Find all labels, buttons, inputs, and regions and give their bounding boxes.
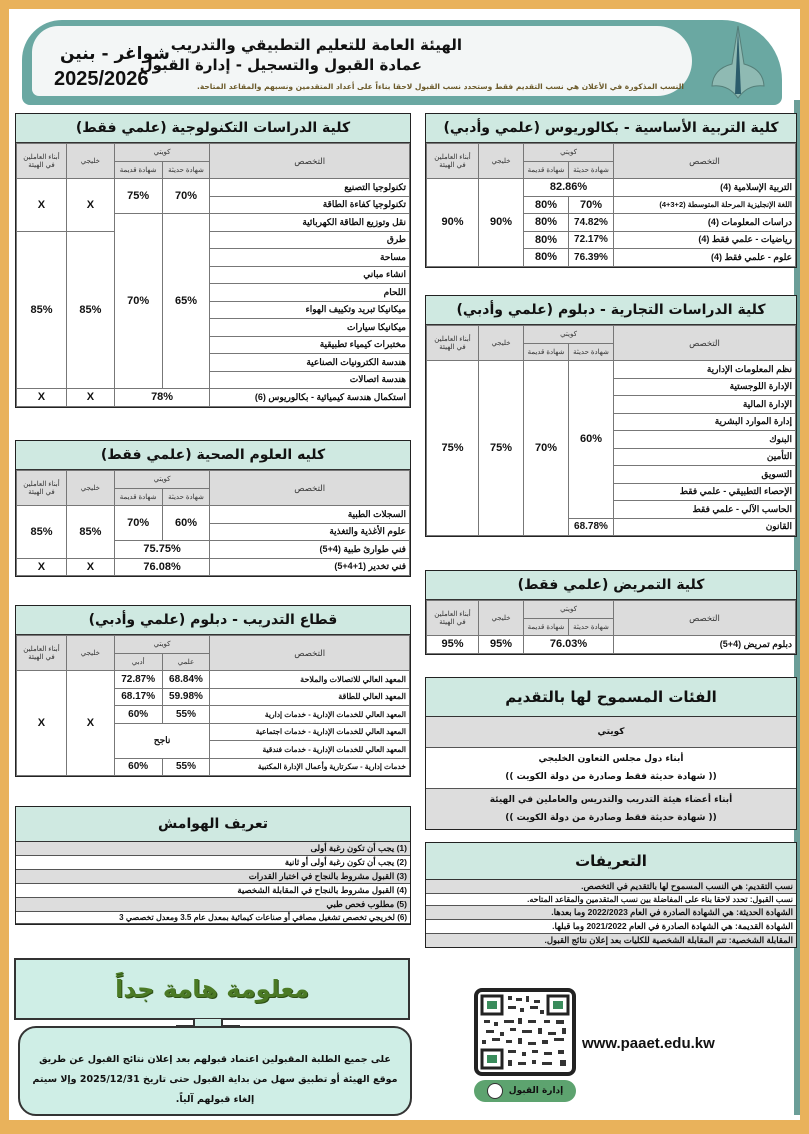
staff-value: X <box>17 671 67 776</box>
col-kuwaiti: كويتي <box>524 601 614 619</box>
definition-item: الشهادة القديمة: هي الشهادة الصادرة في العام 2021/2022 وما قبلها. <box>426 920 796 934</box>
important-body: على جميع الطلبة المقبولين اعتماد قبولهم بعد إعلان نتائج القبول عن طريق موقع الهيئة أو تطبيق سهل من بداية القبول حتى تاريخ 2025/12/31 وإلا سيتم إلغاء قبولهم آلياً. <box>32 1054 398 1105</box>
important-title: معلومة هامة جداً <box>115 975 309 1003</box>
header-title-dept: عمادة القبول والتسجيل - إدارة القبول <box>139 56 422 74</box>
specialty-name: اللغة الإنجليزية المرحلة المتوسطة (2+3+4) <box>614 196 796 214</box>
specialty-name: الإحصاء التطبيقي - علمي فقط <box>614 483 796 501</box>
new-cert-value: 76.39% <box>569 249 614 267</box>
specialty-name: فني طوارئ طبية (4+5) <box>210 541 410 559</box>
col-kuwaiti: كويتي <box>524 144 614 162</box>
specialty-name: المعهد العالي للخدمات الإدارية - خدمات اجتماعية <box>210 723 410 741</box>
merged-value: 76.08% <box>114 558 210 576</box>
col-specialty: التخصص <box>210 144 410 179</box>
definition-item: نسب القبول: تحدد لاحقا بناء على المفاضلة بين نسب المتقدمين والمقاعد المتاحه. <box>426 894 796 906</box>
header-note: النسب المذكورة في الأعلان هي نسب التقديم فقط وستحدد نسب القبول لاحقا بناءاً على أعداد المتقدمين ونسبهم والمقاعد المتاحة. <box>197 82 684 91</box>
category-line: أبناء دول مجلس التعاون الخليجي <box>538 754 684 764</box>
important-message <box>18 1026 412 1116</box>
admission-label: إدارة القبول <box>508 1086 564 1096</box>
panel-title: كلية الدراسات التكنولوجية (علمي فقط) <box>16 114 410 143</box>
footnote-item: (4) القبول مشروط بالنجاح في المقابلة الشخصية <box>16 884 410 898</box>
header-vacancies: شواغر - بنين <box>60 44 170 64</box>
col-new-cert: شهادة حديثة <box>569 343 614 361</box>
specialty-name: علوم الأغذية والتغذية <box>210 523 410 541</box>
staff-value: 95% <box>427 636 479 654</box>
panel-title: الفئات المسموح لها بالتقديم <box>426 678 796 717</box>
category-note: (( شهادة حديثة فقط وصادرة من دولة الكويت )) <box>505 813 717 823</box>
col-new-cert: شهادة حديثة <box>162 488 210 506</box>
gulf-value: 95% <box>479 636 524 654</box>
col-kuwaiti: كويتي <box>114 636 210 654</box>
new-cert-value: 60% <box>162 506 210 541</box>
header-inner <box>32 26 692 96</box>
col-old-cert: شهادة قديمة <box>524 161 569 179</box>
new-cert-value: 72.17% <box>569 231 614 249</box>
col-gulf: خليجي <box>479 144 524 179</box>
col-old-cert: شهادة قديمة <box>524 618 569 636</box>
footnote-item: (2) يجب أن تكون رغبة أولى أو ثانية <box>16 856 410 870</box>
gulf-value: 85% <box>66 506 114 559</box>
col-gulf: خليجي <box>66 144 114 179</box>
new-cert-value: 65% <box>162 214 210 389</box>
specialty-name: دراسات المعلومات (4) <box>614 214 796 232</box>
old-cert-value: 70% <box>524 361 569 536</box>
arts-value: 68.17% <box>114 688 162 706</box>
footnote-item: (3) القبول مشروط بالنجاح في اختبار القدرات <box>16 870 410 884</box>
specialty-name: انشاء مباني <box>210 266 410 284</box>
commercial-table <box>426 325 796 536</box>
col-gulf: خليجي <box>479 601 524 636</box>
specialty-name: التربية الإسلامية (4) <box>614 179 796 197</box>
specialty-name: طرق <box>210 231 410 249</box>
specialty-name: ميكانيكا تبريد وتكييف الهواء <box>210 301 410 319</box>
science-value: 59.98% <box>162 688 210 706</box>
specialty-name: استكمال هندسة كيميائية - بكالوريوس (6) <box>210 389 410 407</box>
merged-value: 76.03% <box>524 636 614 654</box>
science-value: 68.84% <box>162 671 210 689</box>
new-cert-value: 70% <box>569 196 614 214</box>
table-row <box>427 361 796 379</box>
basic-education-table <box>426 143 796 267</box>
gulf-value: X <box>66 389 114 407</box>
specialty-name: الحاسب الآلي - علمي فقط <box>614 501 796 519</box>
nursing-table <box>426 600 796 654</box>
specialty-name: هندسة اتصالات <box>210 371 410 389</box>
category-note: (( شهادة حديثة فقط وصادرة من دولة الكويت )) <box>505 772 717 782</box>
col-specialty: التخصص <box>614 326 796 361</box>
definition-item: المقابلة الشخصية: تتم المقابلة الشخصية للكليات بعد إعلان نتائج القبول. <box>426 934 796 947</box>
commercial-panel <box>425 295 797 537</box>
arts-value: 72.87% <box>114 671 162 689</box>
arts-value: 60% <box>114 706 162 724</box>
nursing-panel <box>425 570 797 655</box>
col-gulf: خليجي <box>66 471 114 506</box>
technology-panel <box>15 113 411 408</box>
col-gulf: خليجي <box>479 326 524 361</box>
new-cert-value: 74.82% <box>569 214 614 232</box>
staff-value: 85% <box>17 506 67 559</box>
specialty-name: القانون <box>614 518 796 536</box>
health-panel <box>15 440 411 577</box>
specialty-name: المعهد العالي للاتصالات والملاحة <box>210 671 410 689</box>
gulf-value: 75% <box>479 361 524 536</box>
old-cert-value: 80% <box>524 249 569 267</box>
specialty-name: المعهد العالي للخدمات الإدارية - خدمات فندقية <box>210 741 410 759</box>
category-line: كويتي <box>597 727 625 737</box>
col-old-cert: شهادة قديمة <box>524 343 569 361</box>
website-link[interactable]: www.paaet.edu.kw <box>582 1035 715 1052</box>
qr-code[interactable] <box>474 988 576 1076</box>
footnotes-panel <box>15 806 411 925</box>
col-staff: أبناء العاملين في الهيئة <box>427 326 479 361</box>
new-cert-value: 68.78% <box>569 518 614 536</box>
gulf-value: 90% <box>479 179 524 267</box>
new-cert-value: 70% <box>162 179 210 214</box>
footnote-item: (6) لخريجي تخصص تشغيل مصافي أو صناعات كيمائية بمعدل عام 3.5 ومعدل تخصصي 3 <box>16 912 410 924</box>
staff-value: 75% <box>427 361 479 536</box>
col-science: علمي <box>162 653 210 671</box>
specialty-name: التسويق <box>614 466 796 484</box>
specialty-name: فني تخدير (1+4+5) <box>210 558 410 576</box>
paaet-emblem-icon <box>487 1083 503 1099</box>
specialty-name: رياضيات - علمي فقط (4) <box>614 231 796 249</box>
specialty-name: الإدارة اللوجستية <box>614 378 796 396</box>
arts-value: 60% <box>114 758 162 776</box>
col-specialty: التخصص <box>210 636 410 671</box>
category-item <box>426 748 796 789</box>
panel-title: التعريفات <box>426 843 796 880</box>
col-old-cert: شهادة قديمة <box>114 161 162 179</box>
col-staff: أبناء العاملين في الهيئة <box>17 144 67 179</box>
panel-title: كلية الدراسات التجارية - دبلوم (علمي وأدبي) <box>426 296 796 325</box>
col-kuwaiti: كويتي <box>114 471 210 489</box>
header-title-org: الهيئة العامة للتعليم التطبيقي والتدريب <box>170 36 462 54</box>
specialty-name: علوم - علمي فقط (4) <box>614 249 796 267</box>
col-new-cert: شهادة حديثة <box>162 161 210 179</box>
paaet-logo-icon <box>708 24 768 100</box>
admission-tag <box>474 1080 576 1102</box>
header-banner <box>22 20 782 105</box>
specialty-name: خدمات إدارية - سكرتارية وأعمال الإدارة المكتبية <box>210 758 410 776</box>
panel-title: تعريف الهوامش <box>16 807 410 842</box>
definition-item: نسب التقديم: هي النسب المسموح لها بالتقديم في التخصص. <box>426 880 796 894</box>
staff-value: X <box>17 389 67 407</box>
col-kuwaiti: كويتي <box>524 326 614 344</box>
specialty-name: اللحام <box>210 284 410 302</box>
footnotes-list <box>16 842 410 924</box>
old-cert-value: 70% <box>114 214 162 389</box>
table-row <box>17 179 410 197</box>
specialty-name: تكنولوجيا التصنيع <box>210 179 410 197</box>
footnote-item: (5) مطلوب فحص طبي <box>16 898 410 912</box>
col-kuwaiti: كويتي <box>114 144 210 162</box>
new-cert-value: 60% <box>569 361 614 519</box>
col-specialty: التخصص <box>614 144 796 179</box>
panel-title: قطاع التدريب - دبلوم (علمي وأدبي) <box>16 606 410 635</box>
science-value: 55% <box>162 758 210 776</box>
gulf-value: X <box>66 179 114 232</box>
staff-value: X <box>17 558 67 576</box>
specialty-name: إدارة الموارد البشرية <box>614 413 796 431</box>
definition-item: الشهادة الحديثة: هي الشهادة الصادرة في العام 2022/2023 وما بعدها. <box>426 906 796 920</box>
col-staff: أبناء العاملين في الهيئة <box>17 471 67 506</box>
specialty-name: التأمين <box>614 448 796 466</box>
technology-table <box>16 143 410 407</box>
specialty-name: مختبرات كيمياء تطبيقية <box>210 336 410 354</box>
table-row <box>17 558 410 576</box>
specialty-name: هندسة الكترونيات الصناعية <box>210 354 410 372</box>
staff-value: X <box>17 179 67 232</box>
science-value: 55% <box>162 706 210 724</box>
specialty-name: البنوك <box>614 431 796 449</box>
table-row <box>17 389 410 407</box>
specialty-name: نقل وتوزيع الطاقة الكهربائية <box>210 214 410 232</box>
pass-value: ناجح <box>114 723 210 758</box>
specialty-name: السجلات الطبية <box>210 506 410 524</box>
old-cert-value: 70% <box>114 506 162 541</box>
definitions-panel <box>425 842 797 948</box>
old-cert-value: 80% <box>524 196 569 214</box>
merged-value: 75.75% <box>114 541 210 559</box>
categories-panel <box>425 677 797 830</box>
basic-education-panel <box>425 113 797 268</box>
merged-value: 82.86% <box>524 179 614 197</box>
important-banner <box>14 958 410 1020</box>
staff-value: 85% <box>17 231 67 389</box>
footnote-item: (1) يجب أن تكون رغبة أولى <box>16 842 410 856</box>
gulf-value: X <box>66 671 114 776</box>
category-item <box>426 789 796 829</box>
panel-title: كلية التمريض (علمي فقط) <box>426 571 796 600</box>
col-new-cert: شهادة حديثة <box>569 161 614 179</box>
merged-value: 78% <box>114 389 210 407</box>
staff-value: 90% <box>427 179 479 267</box>
panel-title: كليه العلوم الصحية (علمي فقط) <box>16 441 410 470</box>
training-panel <box>15 605 411 777</box>
old-cert-value: 80% <box>524 231 569 249</box>
gulf-value: X <box>66 558 114 576</box>
specialty-name: المعهد العالي للطاقة <box>210 688 410 706</box>
specialty-name: دبلوم تمريض (4+5) <box>614 636 796 654</box>
specialty-name: نظم المعلومات الإدارية <box>614 361 796 379</box>
table-row <box>427 636 796 654</box>
health-table <box>16 470 410 576</box>
qr-code-icon <box>478 992 572 1072</box>
table-row <box>427 179 796 197</box>
col-old-cert: شهادة قديمة <box>114 488 162 506</box>
table-row <box>17 506 410 524</box>
category-item <box>426 717 796 748</box>
col-staff: أبناء العاملين في الهيئة <box>427 601 479 636</box>
col-staff: أبناء العاملين في الهيئة <box>427 144 479 179</box>
specialty-name: المعهد العالي للخدمات الإدارية - خدمات إدارية <box>210 706 410 724</box>
definitions-list <box>426 880 796 947</box>
specialty-name: تكنولوجيا كفاءة الطاقة <box>210 196 410 214</box>
category-line: أبناء أعضاء هيئة التدريب والتدريس والعاملين في الهيئة <box>489 795 733 805</box>
specialty-name: مساحة <box>210 249 410 267</box>
table-row <box>17 231 410 249</box>
col-arts: أدبي <box>114 653 162 671</box>
table-row <box>17 671 410 689</box>
old-cert-value: 75% <box>114 179 162 214</box>
old-cert-value: 80% <box>524 214 569 232</box>
header-year: 2025/2026 <box>54 68 149 90</box>
training-table <box>16 635 410 776</box>
specialty-name: الإدارة المالية <box>614 396 796 414</box>
specialty-name: ميكانيكا سيارات <box>210 319 410 337</box>
col-specialty: التخصص <box>210 471 410 506</box>
col-specialty: التخصص <box>614 601 796 636</box>
col-new-cert: شهادة حديثة <box>569 618 614 636</box>
col-gulf: خليجي <box>66 636 114 671</box>
col-staff: أبناء العاملين في الهيئة <box>17 636 67 671</box>
panel-title: كلية التربية الأساسية - بكالوريوس (علمي وأدبي) <box>426 114 796 143</box>
gulf-value: 85% <box>66 231 114 389</box>
